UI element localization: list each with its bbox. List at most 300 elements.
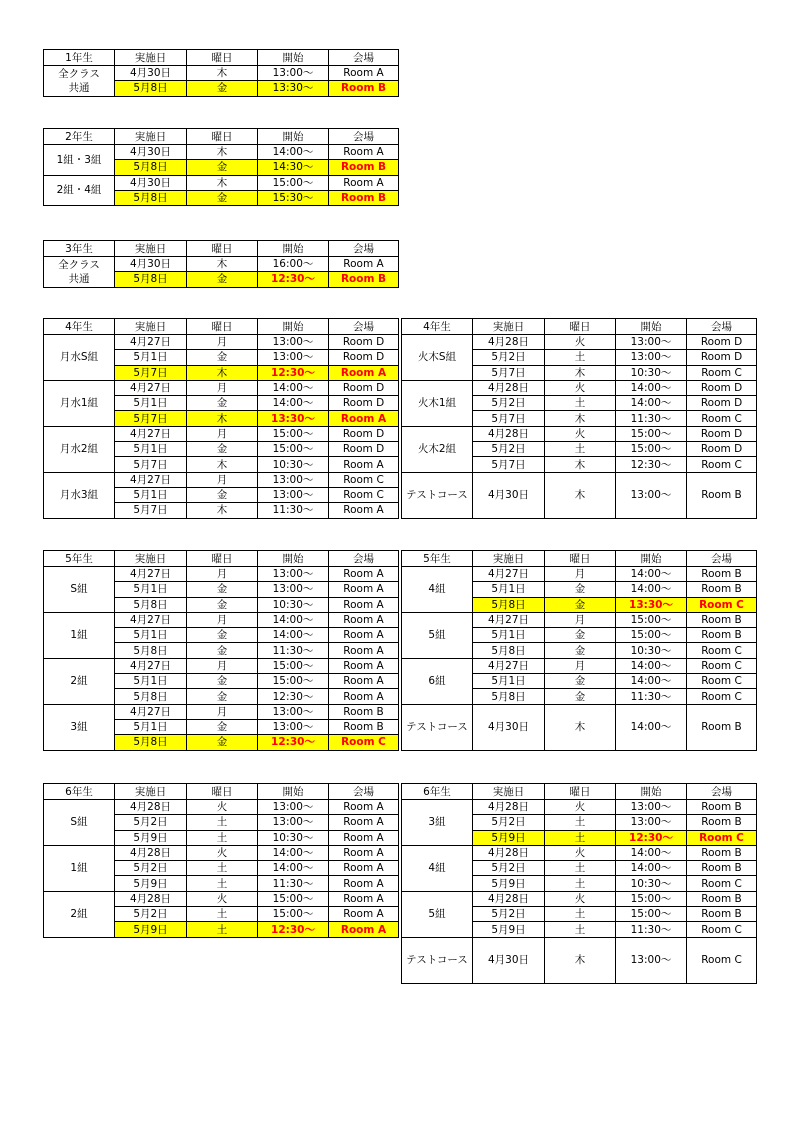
date-cell: 4月28日 <box>115 845 187 860</box>
date-cell: 5月8日 <box>115 735 187 750</box>
time-cell: 12:30～ <box>616 457 687 472</box>
day-cell: 金 <box>187 689 258 704</box>
table-row <box>44 66 399 81</box>
date-cell: 5月1日 <box>115 442 187 457</box>
table-row <box>44 704 399 719</box>
time-cell: 10:30～ <box>258 597 329 612</box>
room-cell: Room C <box>329 487 399 502</box>
day-cell: 木 <box>187 503 258 518</box>
time-cell: 13:00～ <box>616 800 687 815</box>
time-cell: 15:00～ <box>258 658 329 673</box>
time-cell: 13:00～ <box>258 335 329 350</box>
time-cell: 16:00～ <box>258 257 329 272</box>
table-row <box>402 937 757 983</box>
day-cell: 金 <box>187 735 258 750</box>
date-cell: 5月1日 <box>115 487 187 502</box>
day-cell: 金 <box>187 597 258 612</box>
room-cell: Room C <box>687 643 757 658</box>
day-cell: 土 <box>187 815 258 830</box>
time-cell: 15:00～ <box>616 907 687 922</box>
date-cell: 5月7日 <box>115 457 187 472</box>
table-row <box>44 658 399 673</box>
schedule-table <box>43 783 399 938</box>
day-cell: 金 <box>545 597 616 612</box>
room-cell: Room A <box>329 907 399 922</box>
room-cell: Room B <box>687 472 757 518</box>
time-cell: 11:30～ <box>258 503 329 518</box>
day-cell: 月 <box>545 567 616 582</box>
date-cell: 5月8日 <box>115 160 187 175</box>
room-cell: Room B <box>329 81 399 96</box>
time-cell: 14:00～ <box>258 628 329 643</box>
time-cell: 13:00～ <box>258 472 329 487</box>
room-cell: Room C <box>687 674 757 689</box>
date-cell: 4月27日 <box>115 380 187 395</box>
time-cell: 14:00～ <box>258 612 329 627</box>
table-row <box>44 891 399 906</box>
date-cell: 5月7日 <box>473 411 545 426</box>
group-name: 全クラス 共通 <box>44 257 115 288</box>
day-cell: 月 <box>187 380 258 395</box>
grade-header: 1年生 <box>44 50 115 66</box>
date-cell: 5月8日 <box>115 190 187 205</box>
group-name: 月水1組 <box>44 380 115 426</box>
day-cell: 火 <box>545 426 616 441</box>
table-row <box>402 800 757 815</box>
room-cell: Room D <box>329 442 399 457</box>
date-cell: 5月1日 <box>115 396 187 411</box>
room-cell: Room D <box>329 426 399 441</box>
room-cell: Room B <box>329 704 399 719</box>
room-header: 会場 <box>329 50 399 66</box>
group-name: 4組 <box>402 567 473 613</box>
day-cell: 土 <box>187 861 258 876</box>
header-row <box>44 129 399 145</box>
date-cell: 5月9日 <box>473 922 545 937</box>
day-cell: 土 <box>545 922 616 937</box>
date-cell: 5月1日 <box>115 350 187 365</box>
day-cell: 火 <box>545 845 616 860</box>
room-cell: Room A <box>329 830 399 845</box>
day-cell: 木 <box>187 411 258 426</box>
room-cell: Room A <box>329 658 399 673</box>
room-cell: Room B <box>329 272 399 287</box>
table-row <box>44 800 399 815</box>
day-cell: 月 <box>187 567 258 582</box>
day-cell: 木 <box>545 411 616 426</box>
day-header: 曜日 <box>187 319 258 335</box>
room-cell: Room A <box>329 689 399 704</box>
date-cell: 4月28日 <box>473 426 545 441</box>
day-cell: 金 <box>187 442 258 457</box>
time-header: 開始 <box>258 129 329 145</box>
room-cell: Room B <box>687 704 757 750</box>
day-cell: 土 <box>187 907 258 922</box>
schedule-table <box>43 318 399 519</box>
time-cell: 12:30～ <box>258 272 329 287</box>
time-cell: 12:30～ <box>258 922 329 937</box>
room-cell: Room B <box>687 891 757 906</box>
header-row <box>402 319 757 335</box>
group-name: 火木2組 <box>402 426 473 472</box>
date-cell: 4月27日 <box>115 704 187 719</box>
day-cell: 木 <box>187 145 258 160</box>
grade-header: 6年生 <box>44 784 115 800</box>
room-header: 会場 <box>687 551 757 567</box>
date-cell: 4月30日 <box>115 145 187 160</box>
time-cell: 11:30～ <box>258 876 329 891</box>
table-row <box>402 658 757 673</box>
time-cell: 14:00～ <box>616 674 687 689</box>
room-cell: Room A <box>329 411 399 426</box>
group-name: 火木S組 <box>402 335 473 381</box>
day-cell: 火 <box>545 891 616 906</box>
table-row <box>44 145 399 160</box>
day-cell: 木 <box>545 937 616 983</box>
time-cell: 15:00～ <box>258 674 329 689</box>
room-cell: Room A <box>329 66 399 81</box>
date-cell: 5月9日 <box>473 876 545 891</box>
time-cell: 10:30～ <box>258 457 329 472</box>
room-cell: Room D <box>687 350 757 365</box>
room-cell: Room A <box>329 365 399 380</box>
table-row <box>402 567 757 582</box>
time-cell: 13:00～ <box>258 487 329 502</box>
day-cell: 火 <box>187 845 258 860</box>
group-name: 2組 <box>44 658 115 704</box>
room-cell: Room A <box>329 597 399 612</box>
time-cell: 15:00～ <box>616 426 687 441</box>
date-cell: 4月28日 <box>473 380 545 395</box>
time-cell: 15:00～ <box>616 442 687 457</box>
room-cell: Room B <box>687 907 757 922</box>
room-cell: Room D <box>687 380 757 395</box>
date-cell: 5月2日 <box>473 815 545 830</box>
group-name: 月水S組 <box>44 335 115 381</box>
room-cell: Room C <box>687 830 757 845</box>
time-cell: 14:00～ <box>616 396 687 411</box>
day-cell: 金 <box>187 674 258 689</box>
day-cell: 月 <box>187 426 258 441</box>
table-row <box>44 257 399 272</box>
header-row <box>44 50 399 66</box>
group-name: 2組 <box>44 891 115 937</box>
time-header: 開始 <box>258 319 329 335</box>
time-header: 開始 <box>258 50 329 66</box>
day-cell: 土 <box>187 876 258 891</box>
group-name: 5組 <box>402 891 473 937</box>
date-cell: 5月8日 <box>473 643 545 658</box>
date-cell: 4月28日 <box>473 891 545 906</box>
time-cell: 13:00～ <box>616 335 687 350</box>
table-row <box>402 891 757 906</box>
date-cell: 5月1日 <box>473 582 545 597</box>
room-cell: Room A <box>329 145 399 160</box>
date-cell: 5月8日 <box>115 597 187 612</box>
group-name: 6組 <box>402 658 473 704</box>
room-cell: Room B <box>687 800 757 815</box>
time-cell: 11:30～ <box>616 922 687 937</box>
date-cell: 5月1日 <box>473 674 545 689</box>
date-cell: 4月27日 <box>473 567 545 582</box>
table-row <box>44 472 399 487</box>
date-cell: 5月1日 <box>473 628 545 643</box>
date-cell: 4月30日 <box>473 937 545 983</box>
time-cell: 11:30～ <box>616 689 687 704</box>
date-header: 実施日 <box>115 50 187 66</box>
schedule-table <box>43 550 399 751</box>
date-cell: 5月9日 <box>115 876 187 891</box>
table-row <box>44 612 399 627</box>
table-row <box>402 380 757 395</box>
schedule-table <box>43 49 399 97</box>
table-row <box>44 426 399 441</box>
time-cell: 14:00～ <box>258 861 329 876</box>
day-cell: 月 <box>187 704 258 719</box>
date-cell: 5月8日 <box>115 643 187 658</box>
day-cell: 金 <box>187 272 258 287</box>
schedule-table <box>401 318 757 519</box>
day-cell: 金 <box>187 350 258 365</box>
time-cell: 10:30～ <box>616 643 687 658</box>
room-cell: Room B <box>329 190 399 205</box>
date-header: 実施日 <box>115 129 187 145</box>
time-cell: 14:00～ <box>616 704 687 750</box>
date-cell: 5月7日 <box>115 365 187 380</box>
group-name: 月水2組 <box>44 426 115 472</box>
room-cell: Room C <box>687 689 757 704</box>
room-header: 会場 <box>329 129 399 145</box>
time-cell: 13:00～ <box>616 937 687 983</box>
time-cell: 13:00～ <box>258 704 329 719</box>
header-row <box>44 784 399 800</box>
date-header: 実施日 <box>473 319 545 335</box>
day-cell: 土 <box>545 350 616 365</box>
room-cell: Room C <box>687 658 757 673</box>
room-cell: Room C <box>687 876 757 891</box>
day-cell: 火 <box>187 891 258 906</box>
time-cell: 13:00～ <box>258 800 329 815</box>
date-cell: 5月2日 <box>473 861 545 876</box>
date-cell: 4月30日 <box>115 257 187 272</box>
date-cell: 5月1日 <box>115 674 187 689</box>
table-row <box>44 567 399 582</box>
day-cell: 月 <box>545 658 616 673</box>
time-cell: 14:00～ <box>616 861 687 876</box>
room-cell: Room A <box>329 643 399 658</box>
day-cell: 金 <box>187 396 258 411</box>
day-cell: 土 <box>187 830 258 845</box>
room-cell: Room B <box>329 719 399 734</box>
time-cell: 14:00～ <box>616 845 687 860</box>
time-header: 開始 <box>616 319 687 335</box>
date-cell: 5月1日 <box>115 582 187 597</box>
day-cell: 土 <box>187 922 258 937</box>
group-name: 5組 <box>402 612 473 658</box>
date-cell: 4月27日 <box>115 567 187 582</box>
time-cell: 14:00～ <box>616 567 687 582</box>
day-header: 曜日 <box>187 129 258 145</box>
room-cell: Room B <box>687 861 757 876</box>
date-cell: 5月2日 <box>115 861 187 876</box>
time-cell: 12:30～ <box>258 689 329 704</box>
time-header: 開始 <box>258 784 329 800</box>
day-cell: 金 <box>545 689 616 704</box>
day-cell: 月 <box>187 658 258 673</box>
room-cell: Room C <box>329 472 399 487</box>
date-cell: 5月1日 <box>115 628 187 643</box>
header-row <box>44 319 399 335</box>
group-name: S組 <box>44 800 115 846</box>
table-row <box>402 845 757 860</box>
table-row <box>44 175 399 190</box>
time-cell: 15:00～ <box>258 426 329 441</box>
time-cell: 14:00～ <box>616 380 687 395</box>
header-row <box>402 784 757 800</box>
day-cell: 月 <box>187 612 258 627</box>
date-cell: 4月30日 <box>115 66 187 81</box>
time-cell: 13:30～ <box>616 597 687 612</box>
day-cell: 木 <box>545 472 616 518</box>
room-cell: Room A <box>329 628 399 643</box>
group-name: 2組・4組 <box>44 175 115 206</box>
time-cell: 13:30～ <box>258 411 329 426</box>
date-cell: 5月2日 <box>115 907 187 922</box>
table-row <box>44 380 399 395</box>
room-cell: Room A <box>329 891 399 906</box>
day-cell: 火 <box>545 800 616 815</box>
date-cell: 4月27日 <box>473 658 545 673</box>
date-cell: 5月9日 <box>115 830 187 845</box>
group-name: S組 <box>44 567 115 613</box>
day-cell: 土 <box>545 815 616 830</box>
group-name: テストコース <box>402 704 473 750</box>
day-cell: 土 <box>545 861 616 876</box>
day-cell: 木 <box>187 175 258 190</box>
group-name: 1組 <box>44 845 115 891</box>
room-cell: Room A <box>329 582 399 597</box>
room-cell: Room B <box>687 815 757 830</box>
room-cell: Room A <box>329 612 399 627</box>
date-cell: 5月8日 <box>473 689 545 704</box>
date-cell: 5月1日 <box>115 719 187 734</box>
table-row <box>402 426 757 441</box>
day-header: 曜日 <box>545 319 616 335</box>
time-cell: 15:00～ <box>616 891 687 906</box>
room-cell: Room D <box>687 442 757 457</box>
date-cell: 4月27日 <box>115 335 187 350</box>
day-cell: 土 <box>545 876 616 891</box>
day-cell: 金 <box>187 160 258 175</box>
table-row <box>44 845 399 860</box>
date-cell: 4月28日 <box>115 891 187 906</box>
room-header: 会場 <box>687 784 757 800</box>
time-cell: 11:30～ <box>258 643 329 658</box>
date-cell: 5月2日 <box>115 815 187 830</box>
date-cell: 5月2日 <box>473 350 545 365</box>
time-cell: 13:00～ <box>258 66 329 81</box>
date-cell: 5月7日 <box>473 457 545 472</box>
grade-header: 4年生 <box>402 319 473 335</box>
room-cell: Room D <box>687 396 757 411</box>
date-cell: 5月2日 <box>473 907 545 922</box>
day-cell: 月 <box>545 612 616 627</box>
time-cell: 14:00～ <box>258 845 329 860</box>
date-cell: 5月7日 <box>115 411 187 426</box>
room-cell: Room D <box>329 350 399 365</box>
date-cell: 4月30日 <box>115 175 187 190</box>
room-cell: Room A <box>329 257 399 272</box>
day-cell: 土 <box>545 830 616 845</box>
room-cell: Room A <box>329 922 399 937</box>
day-cell: 金 <box>187 719 258 734</box>
grade-header: 4年生 <box>44 319 115 335</box>
room-cell: Room A <box>329 457 399 472</box>
room-cell: Room A <box>329 876 399 891</box>
time-cell: 13:00～ <box>258 350 329 365</box>
room-cell: Room A <box>329 674 399 689</box>
group-name: 月水3組 <box>44 472 115 518</box>
header-row <box>44 551 399 567</box>
room-cell: Room C <box>687 365 757 380</box>
time-header: 開始 <box>616 784 687 800</box>
day-cell: 木 <box>187 457 258 472</box>
schedule-table <box>401 550 757 751</box>
date-cell: 5月8日 <box>115 272 187 287</box>
room-cell: Room A <box>329 503 399 518</box>
room-cell: Room D <box>687 426 757 441</box>
header-row <box>402 551 757 567</box>
room-cell: Room B <box>687 582 757 597</box>
room-cell: Room A <box>329 175 399 190</box>
day-header: 曜日 <box>187 551 258 567</box>
time-cell: 13:00～ <box>616 472 687 518</box>
table-row <box>402 335 757 350</box>
table-row <box>44 335 399 350</box>
time-cell: 12:30～ <box>616 830 687 845</box>
day-cell: 金 <box>545 582 616 597</box>
table-row <box>402 704 757 750</box>
day-cell: 月 <box>187 472 258 487</box>
group-name: テストコース <box>402 472 473 518</box>
room-cell: Room A <box>329 861 399 876</box>
group-name: 火木1組 <box>402 380 473 426</box>
room-header: 会場 <box>329 241 399 257</box>
time-cell: 15:00～ <box>616 628 687 643</box>
day-cell: 金 <box>545 628 616 643</box>
header-row <box>44 241 399 257</box>
date-cell: 5月8日 <box>473 597 545 612</box>
day-cell: 木 <box>187 365 258 380</box>
day-cell: 土 <box>545 907 616 922</box>
room-cell: Room D <box>329 396 399 411</box>
schedule-table <box>43 240 399 288</box>
room-header: 会場 <box>687 319 757 335</box>
date-header: 実施日 <box>115 551 187 567</box>
room-cell: Room C <box>687 597 757 612</box>
schedule-table <box>401 783 757 984</box>
day-header: 曜日 <box>545 784 616 800</box>
date-cell: 4月28日 <box>473 335 545 350</box>
time-cell: 13:00～ <box>616 815 687 830</box>
time-cell: 13:00～ <box>616 350 687 365</box>
day-header: 曜日 <box>187 241 258 257</box>
time-cell: 14:00～ <box>616 658 687 673</box>
time-cell: 14:00～ <box>258 145 329 160</box>
day-cell: 火 <box>545 380 616 395</box>
day-cell: 土 <box>545 442 616 457</box>
time-cell: 15:00～ <box>258 175 329 190</box>
